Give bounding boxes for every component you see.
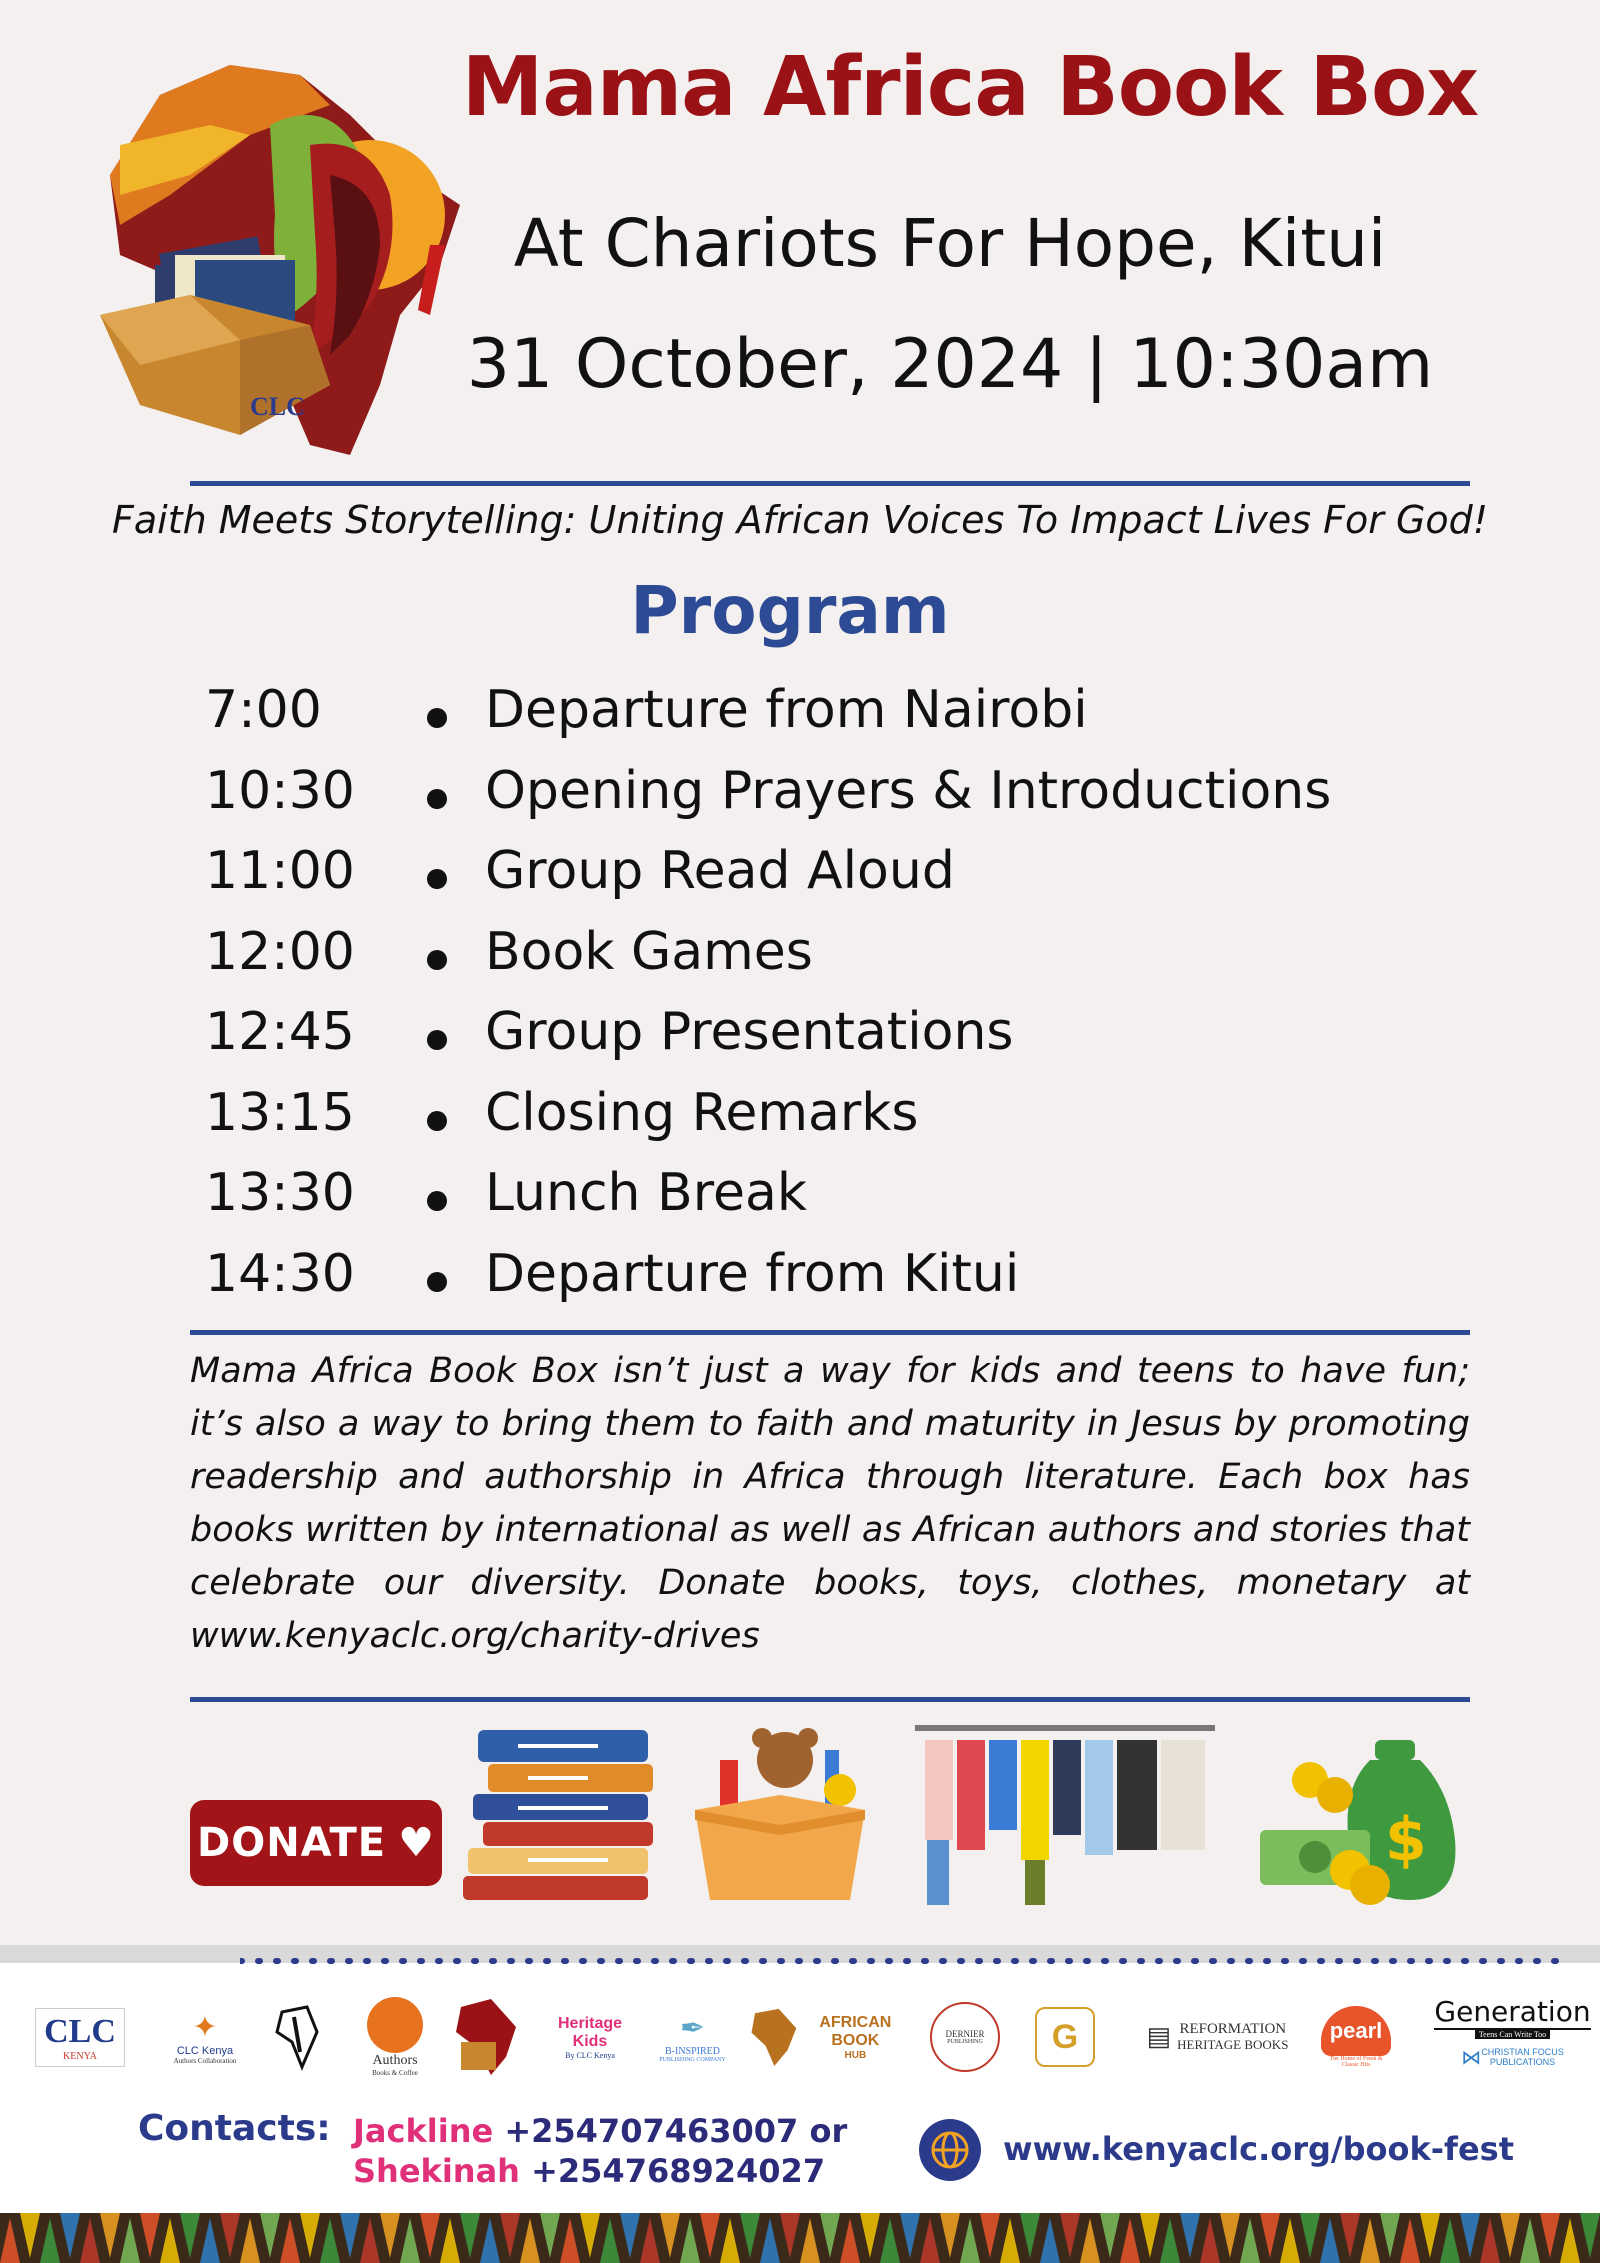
globe-icon [918, 2118, 982, 2182]
person-icon: ✦ [192, 2010, 218, 2044]
website-link[interactable]: www.kenyaclc.org/book-fest [1003, 2130, 1514, 2168]
partner-logo-mama-africa [448, 1995, 523, 2079]
partner-logo-reformation-heritage: ▤ REFORMATION HERITAGE BOOKS [1146, 2021, 1289, 2052]
program-time: 13:30 [205, 1163, 355, 1223]
bullet-icon [427, 869, 447, 889]
partner-logo-pearl: pearl The Home of Fresh & Classic Hits [1318, 1995, 1394, 2079]
contact-name: Jackline [353, 2112, 494, 2150]
contact-name: Shekinah [353, 2152, 520, 2190]
program-time: 14:30 [205, 1243, 355, 1304]
program-event: Opening Prayers & Introductions [485, 760, 1332, 821]
logo-box-text: CLC [250, 392, 305, 421]
donate-button[interactable] [190, 1800, 442, 1886]
book-icon: ▤ [1146, 2022, 1172, 2051]
program-event: Book Games [485, 921, 813, 982]
bullet-icon [427, 1191, 447, 1211]
partner-logo-clc-authors: ✦ CLC Kenya Authors Collaboration [173, 2010, 237, 2065]
contact-phone: +254707463007 or [504, 2112, 848, 2150]
dotted-divider [240, 1956, 1570, 1966]
event-venue: At Chariots For Hope, Kitui [513, 205, 1387, 282]
contact-jackline[interactable] [353, 2112, 847, 2150]
event-datetime: 31 October, 2024 | 10:30am [466, 325, 1434, 404]
program-time: 7:00 [205, 680, 322, 740]
partner-logo-african-book-hub: AFRICAN BOOK HUB [748, 1995, 910, 2079]
program-item [205, 680, 1465, 761]
program-item [205, 1002, 1465, 1083]
kitenge-pattern-strip [0, 2213, 1600, 2263]
program-event: Departure from Nairobi [485, 680, 1088, 740]
contact-shekinah[interactable] [353, 2152, 825, 2190]
donate-label: DONATE [196, 1820, 387, 1866]
program-item [205, 1244, 1465, 1325]
divider-top [190, 481, 1470, 486]
partner-logo-clc: CLC KENYA [10, 1995, 150, 2079]
partner-logo-generation: Generation Teens Can Write Too ⋈ CHRISTIAN FOCUS PUBLICATIONS [1434, 1994, 1591, 2069]
contacts-label: Contacts: [138, 2108, 331, 2149]
program-time: 12:45 [205, 1002, 355, 1062]
program-event: Group Read Aloud [485, 841, 955, 901]
program-item [205, 841, 1465, 922]
bullet-icon [427, 1272, 447, 1292]
toy-box-icon [690, 1720, 870, 1910]
bullet-icon [427, 950, 447, 970]
svg-text:$: $ [1385, 1805, 1427, 1875]
clothes-rack-icon [915, 1720, 1215, 1910]
program-event: Closing Remarks [485, 1082, 919, 1143]
partner-logo-b-inspired: ✒ B-INSPIRED PUBLISHING COMPANY [659, 2012, 726, 2063]
bullet-icon [427, 1111, 447, 1131]
partner-logo-heritage-kids: Heritage Kids By CLC Kenya [557, 2014, 623, 2060]
divider-middle [190, 1330, 1470, 1335]
bullet-icon [427, 708, 447, 728]
africa-box-icon [451, 1997, 521, 2077]
divider-bottom [190, 1697, 1470, 1702]
program-heading [0, 572, 1600, 649]
program-item [205, 1083, 1465, 1164]
program-event: Lunch Break [485, 1163, 807, 1223]
program-event: Group Presentations [485, 1002, 1014, 1062]
program-time: 11:00 [205, 841, 355, 901]
money-bag-icon [1250, 1720, 1460, 1910]
program-item [205, 761, 1465, 842]
bullet-icon [427, 789, 447, 809]
partner-logo-g: G [1030, 1995, 1100, 2079]
program-time: 10:30 [205, 760, 355, 821]
bullet-icon [427, 1030, 447, 1050]
description-paragraph: Mama Africa Book Box isn’t just a way for kids and teens to have fun; it’s also a way to bring them to faith and maturity in Jesus by promoting readership and authorship in Africa through literature. Each box has books written by international as well as African authors and stories that celebrate our diversity. Donate books, toys, clothes, monetary at www.kenyaclc.org/charity-drives [190, 1351, 1470, 1656]
heart-icon: ♥ [398, 1820, 435, 1866]
africa-hub-icon [748, 2002, 801, 2072]
program-time: 13:15 [205, 1082, 355, 1143]
program-time: 12:00 [205, 921, 355, 982]
africa-pen-icon [272, 2002, 322, 2072]
partner-logo-africa-pen [262, 1995, 332, 2079]
event-title: Mama Africa Book Box [461, 40, 1479, 135]
books-icon [458, 1720, 673, 1910]
program-item [205, 1163, 1465, 1244]
program-heading-text: Program [630, 572, 950, 649]
program-list [205, 680, 1465, 1324]
tagline: Faith Meets Storytelling: Uniting African Voices To Impact Lives For God! [112, 498, 1488, 542]
contact-phone: +254768924027 [531, 2152, 826, 2190]
partner-logo-authors-books: Authors Books & Coffee [355, 1995, 435, 2079]
feather-icon: ✒ [679, 2012, 706, 2045]
partner-logo-dernier: DERNIER PUBLISHING [925, 1995, 1005, 2079]
fish-icon: ⋈ [1461, 2046, 1482, 2069]
program-item [205, 922, 1465, 1003]
program-event: Departure from Kitui [485, 1243, 1020, 1304]
